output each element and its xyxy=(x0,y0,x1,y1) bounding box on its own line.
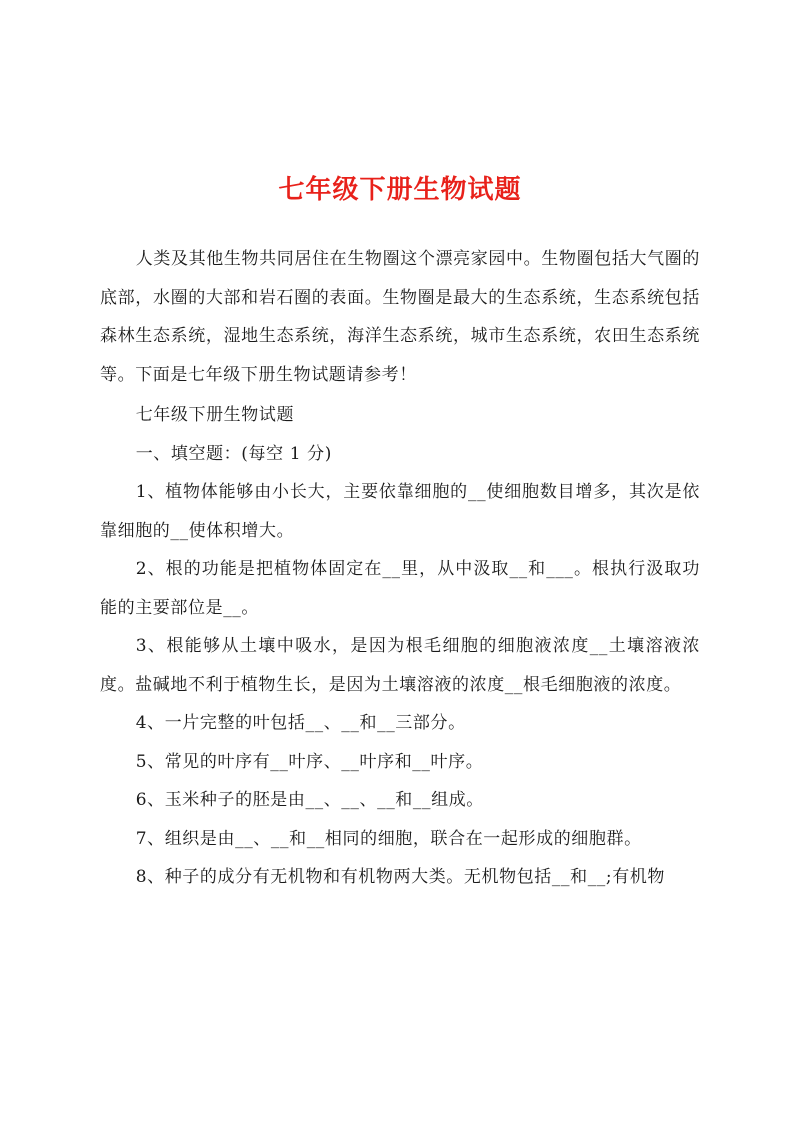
question-item: 2、根的功能是把植物体固定在__里，从中汲取__和___。根执行汲取功能的主要部位是__。 xyxy=(100,559,700,618)
question-item: 4、一片完整的叶包括__、__和__三部分。 xyxy=(135,713,466,733)
section-heading: 七年级下册生物试题 xyxy=(135,405,295,425)
intro-paragraph: 人类及其他生物共同居住在生物圈这个漂亮家园中。生物圈包括大气圈的底部，水圈的大部和岩石圈的表面。生物圈是最大的生态系统，生态系统包括森林生态系统，湿地生态系统，海洋生态系统，城市生态系统，农田生态系统等。下面是七年级下册生物试题请参考！ xyxy=(100,249,700,385)
question-group-heading: 一、填空题：(每空 1 分) xyxy=(135,443,332,464)
document-body xyxy=(100,240,700,897)
question-item: 8、种子的成分有无机物和有机物两大类。无机物包括__和__;有机物 xyxy=(135,867,666,887)
question-item: 3、根能够从土壤中吸水，是因为根毛细胞的细胞液浓度__土壤溶液浓度。盐碱地不利于植物生长，是因为土壤溶液的浓度__根毛细胞液的浓度。 xyxy=(100,636,700,695)
document-title: 七年级下册生物试题 xyxy=(278,175,522,205)
question-item: 5、常见的叶序有__叶序、__叶序和__叶序。 xyxy=(135,751,484,772)
question-item: 7、组织是由__、__和__相同的细胞，联合在一起形成的细胞群。 xyxy=(135,828,642,849)
question-item: 6、玉米种子的胚是由__、__、__和__组成。 xyxy=(135,790,484,810)
question-item: 1、植物体能够由小长大，主要依靠细胞的__使细胞数目增多，其次是依靠细胞的__使体积增大。 xyxy=(100,482,700,541)
